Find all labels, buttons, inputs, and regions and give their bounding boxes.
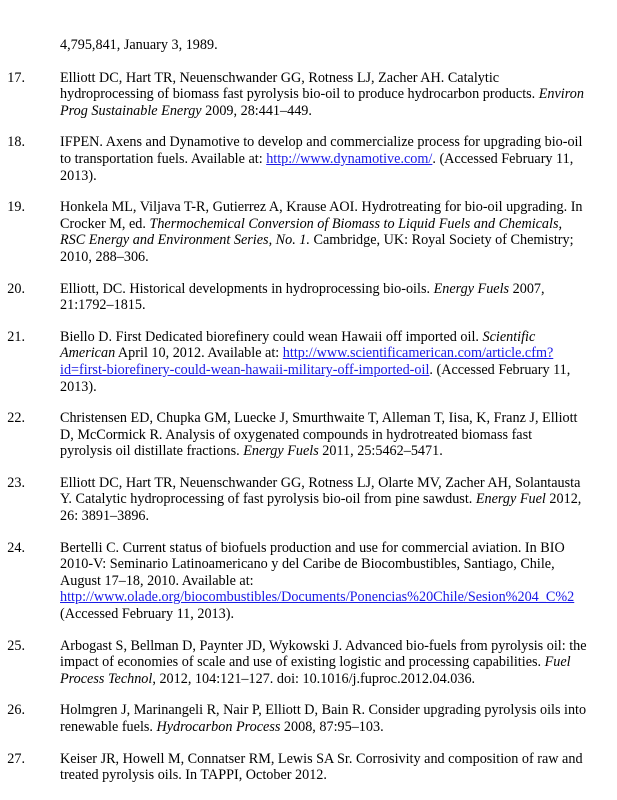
- reference-authors-title: Elliott DC, Hart TR, Neuenschwander GG, Rotness LJ, Olarte MV, Zacher AH, Solantausta Y. Catalytic hydroprocessing of fast pyrolysis bio-oil from pine sawdust.: [60, 474, 581, 508]
- reference-18: [0, 134, 587, 184]
- reference-authors-title: Christensen ED, Chupka GM, Luecke J, Smurthwaite T, Alleman T, Iisa, K, Franz J, Elliott D, McCormick R. Analysis of oxygenated compounds in hydrotreated biomass fast pyrolysis oil distillate fractions.: [60, 410, 578, 460]
- reference-journal: Energy Fuels: [433, 280, 510, 297]
- reference-date: April 10, 2012. Available at:: [115, 345, 283, 362]
- reference-authors-title: IFPEN. Axens and Dynamotive to develop and commercialize process for upgrading bio-oil to transportation fuels. Available at:: [60, 134, 583, 167]
- reference-21: [0, 329, 587, 395]
- reference-journal: Environ Prog Sustainable Energy: [60, 86, 584, 119]
- reference-authors-title: Bertelli C. Current status of biofuels production and use for commercial aviation. In BIO 2010-V: Seminario Latinoamericano y del Caribe de Biocombustibles, Santiago, Chile, August 17–18, 2010. Available at:: [60, 539, 565, 589]
- reference-journal: Hydrocarbon Process: [156, 719, 281, 735]
- reference-journal: Fuel Process Technol: [60, 654, 571, 687]
- reference-link[interactable]: http://www.olade.org/biocombustibles/Documents/Ponencias%20Chile/Sesion%204_C%2: [60, 589, 575, 606]
- reference-number: 18.: [7, 134, 25, 151]
- reference-citation: . (Accessed February 11, 2013).: [60, 150, 574, 184]
- reference-19: [0, 199, 587, 265]
- reference-number: 19.: [7, 199, 25, 216]
- reference-number: 23.: [7, 474, 25, 491]
- reference-25: [0, 638, 587, 688]
- reference-citation: (Accessed February 11, 2013).: [60, 606, 235, 623]
- reference-citation: 2008, 87:95–103.: [280, 719, 384, 735]
- reference-link[interactable]: http://www.dynamotive.com/: [266, 150, 433, 167]
- reference-authors-title: Keiser JR, Howell M, Connatser RM, Lewis SA Sr. Corrosivity and composition of raw and treated pyrolysis oils. In TAPPI, October 2012.: [60, 750, 583, 784]
- reference-list: [0, 37, 617, 799]
- reference-citation: Cambridge, UK: Royal Society of Chemistry; 2010, 288–306.: [60, 232, 574, 265]
- reference-link[interactable]: http://www.scientificamerican.com/article.cfm?id=first-biorefinery-could-wean-hawaii-military-off-imported-oil: [60, 345, 554, 378]
- reference-journal: Thermochemical Conversion of Biomass to Liquid Fuels and Chemicals, RSC Energy and Environment Series, No. 1.: [60, 215, 563, 249]
- reference-24: [0, 540, 587, 623]
- reference-number: 27.: [7, 750, 25, 767]
- reference-number: 22.: [7, 410, 25, 427]
- reference-authors-title: Elliott, DC. Historical developments in hydroprocessing bio-oils.: [60, 280, 434, 297]
- reference-journal: Scientific American: [60, 328, 536, 362]
- reference-26: [0, 702, 587, 735]
- reference-authors-title: Holmgren J, Marinangeli R, Nair P, Elliott D, Bain R. Consider upgrading pyrolysis oils into renewable fuels.: [60, 702, 587, 735]
- reference-journal: Energy Fuel: [475, 491, 546, 508]
- reference-authors-title: Elliott DC, Hart TR, Neuenschwander GG, Rotness LJ, Zacher AH. Catalytic hydroprocessing of biomass fast pyrolysis bio-oil to produce hydrocarbon products.: [60, 69, 539, 103]
- reference-number: 20.: [7, 280, 25, 297]
- reference-journal: Energy Fuels: [243, 443, 319, 460]
- reference-citation: 2007, 21:1792–1815.: [60, 280, 545, 314]
- reference-number: 21.: [7, 328, 25, 345]
- reference-authors-title: Biello D. First Dedicated biorefinery could wean Hawaii off imported oil.: [60, 328, 483, 345]
- reference-number: 24.: [7, 539, 25, 556]
- reference-number: 25.: [7, 637, 25, 654]
- reference-citation: 2012, 26: 3891–3896.: [60, 491, 582, 525]
- reference-22: [0, 410, 587, 460]
- reference-27: [0, 751, 587, 784]
- reference-number: 26.: [7, 702, 25, 719]
- reference-citation: 2011, 25:5462–5471.: [318, 443, 443, 460]
- reference-17: [0, 70, 587, 120]
- reference-citation: , 2012, 104:121–127. doi: 10.1016/j.fuproc.2012.04.036.: [152, 670, 476, 687]
- reference-citation: . (Accessed February 11, 2013).: [60, 361, 571, 395]
- reference-authors-title: Honkela ML, Viljava T-R, Gutierrez A, Krause AOI. Hydrotreating for bio-oil upgrading. In Crocker M, ed.: [60, 199, 583, 232]
- reference-authors-title: Arbogast S, Bellman D, Paynter JD, Wykowski J. Advanced bio-fuels from pyrolysis oil: the impact of economies of scale and use of existing logistic and processing capabilities.: [60, 637, 587, 671]
- reference-number: 17.: [7, 69, 25, 86]
- reference-continuation: 4,795,841, January 3, 1989.: [60, 37, 218, 53]
- reference-20: [0, 281, 587, 314]
- reference-citation: 2009, 28:441–449.: [201, 102, 312, 119]
- reference-23: [0, 475, 587, 525]
